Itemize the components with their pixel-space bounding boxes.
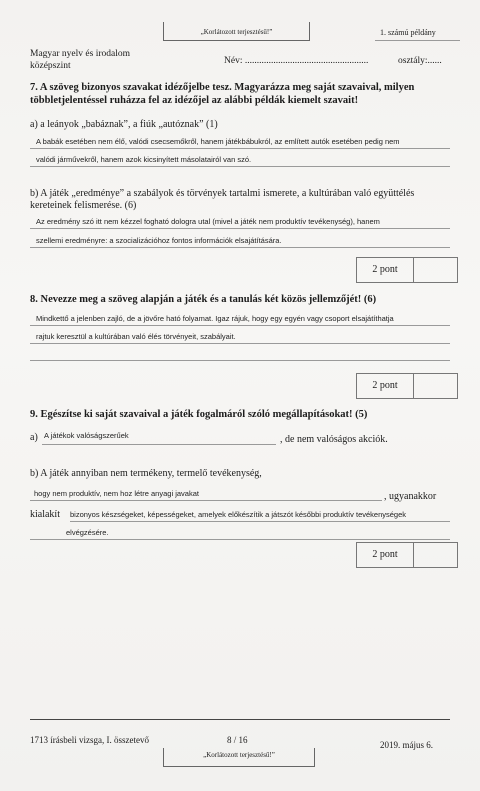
q9b-answer-1: hogy nem produktív, nem hoz létre anyagi javakat <box>34 489 199 498</box>
q8-points-box <box>356 373 458 399</box>
q8-answer-2: rajtuk keresztül a kultúrában való élés törvényeit, szabályait. <box>36 332 236 341</box>
q9-points-box <box>356 542 458 568</box>
class-field: osztály:...... <box>398 56 442 66</box>
q9-points: 2 pont <box>372 549 398 560</box>
q7-points: 2 pont <box>372 264 398 275</box>
q8-answer-1: Mindkettő a jelenben zajló, de a jövőre ható folyamat. Igaz rájuk, hogy egy egyén vagy csoport elsajátíthatja <box>36 314 394 323</box>
q7b-label-2: kereteinek felismerése. (6) <box>30 200 137 211</box>
q7-title: 7. A szöveg bizonyos szavakat idézőjelbe tesz. Magyarázza meg saját szavaival, milyen többletjelentéssel ruházza fel az idézőjel az alábbi példák kiemelt szavait! <box>30 82 415 106</box>
restricted-header-text: „Korlátozott terjesztésű!” <box>200 28 273 36</box>
copy-number: 1. számú példány <box>380 28 436 37</box>
footer-date: 2019. május 6. <box>380 740 433 750</box>
q9a-answer: A játékok valóságszerűek <box>44 431 129 440</box>
q9b-answer-2: bizonyos készségeket, képességeket, amelyek előkészítik a játszót későbbi produktív tevékenységek <box>70 510 407 519</box>
footer-exam: 1713 írásbeli vizsga, I. összetevő <box>30 735 149 745</box>
restricted-footer-text: „Korlátozott terjesztésű!” <box>203 751 275 759</box>
q9-title: 9. Egészítse ki saját szavaival a játék fogalmáról szóló megállapításokat! (5) <box>30 409 368 420</box>
q7b-answer-1: Az eredmény szó itt nem kézzel fogható dologra utal (mivel a játék nem produktív tevékenység), hanem <box>36 217 380 226</box>
restricted-header-box <box>163 22 310 41</box>
q8-title: 8. Nevezze meg a szöveg alapján a játék és a tanulás két közös jellemzőjét! (6) <box>30 294 377 305</box>
footer-page-number: 8 / 16 <box>227 735 248 745</box>
subject-line2: középszint <box>30 61 71 71</box>
subject-line1: Magyar nyelv és irodalom <box>30 49 130 59</box>
q7b-answer-2: szellemi eredményre: a szocializációhoz fontos információk elsajátítására. <box>36 236 282 245</box>
q9b-answer-3: elvégzésére. <box>66 528 109 537</box>
q9b-line2-prefix: kialakít <box>30 509 60 520</box>
q7a-answer-1: A babák esetében nem élő, valódi csecsemőkről, hanem játékbábukról, az említett autók esetében pedig nem <box>36 137 400 146</box>
q9a-suffix: , de nem valóságos akciók. <box>280 434 388 445</box>
name-field: Név: .................................................... <box>224 56 369 66</box>
q8-points: 2 pont <box>372 380 398 391</box>
q9b-mid: , ugyanakkor <box>384 491 437 502</box>
q9a-prefix: a) <box>30 432 38 443</box>
q7a-label: a) a leányok „babáznak”, a fiúk „autóznak” (1) <box>30 119 218 130</box>
q7a-answer-2: valódi járművekről, hanem azok kicsinyített másolatairól van szó. <box>36 155 252 164</box>
restricted-footer-box <box>163 748 315 767</box>
q9b-label: b) A játék annyiban nem termékeny, termelő tevékenység, <box>30 468 262 479</box>
q7b-label-1: b) A játék „eredménye” a szabályok és törvények tartalmi ismerete, a kultúrában való együttélés <box>30 188 415 199</box>
q7-points-box <box>356 257 458 283</box>
